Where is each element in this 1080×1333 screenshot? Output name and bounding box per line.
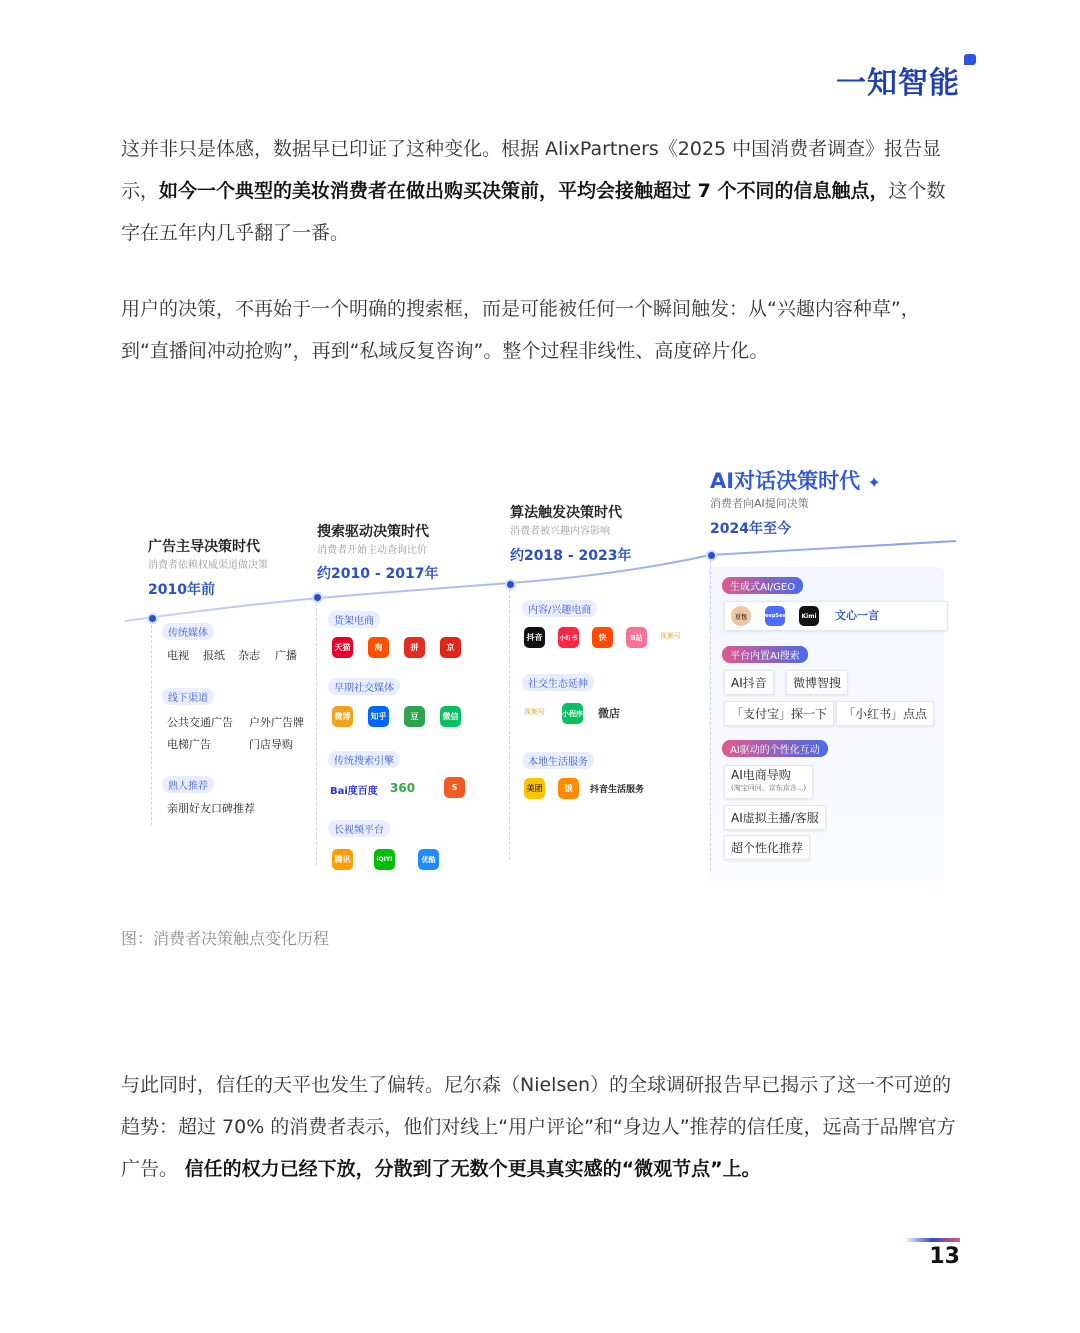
list-item: 杂志 — [238, 649, 260, 662]
360-icon: 360 — [390, 781, 416, 795]
hyper-personalization-box: 超个性化推荐 — [724, 835, 810, 860]
iqiyi-icon: iQIYI — [374, 849, 395, 870]
mini-program-icon: 小程序 — [562, 703, 583, 724]
divider — [509, 590, 510, 860]
timeline-dot — [706, 550, 717, 561]
list-item: 报纸 — [203, 649, 225, 662]
era-1-title: 广告主导决策时代 — [148, 539, 260, 555]
sogou-icon: S — [444, 777, 465, 798]
figure-caption: 图：消费者决策触点变化历程 — [121, 929, 330, 948]
deepseek-icon: DeepSeek — [765, 606, 785, 626]
weibo-search-box: 微博智搜 — [786, 670, 848, 695]
tag-shelf-ecommerce: 货架电商 — [328, 611, 380, 628]
tag-early-social: 早期社交媒体 — [328, 678, 400, 695]
tag-generative-ai: 生成式AI/GEO — [722, 577, 803, 594]
meituan-icon: 美团 — [524, 778, 545, 799]
list-item: 户外广告牌 — [249, 716, 304, 729]
timeline-dot — [147, 613, 158, 624]
list-item: 门店导购 — [249, 738, 293, 751]
tag-platform-ai-search: 平台内置AI搜索 — [722, 646, 808, 663]
era-4-subtitle: 消费者向AI提问决策 — [710, 497, 809, 510]
kuaishou-icon: 快 — [592, 627, 613, 648]
era-2-title: 搜索驱动决策时代 — [317, 524, 429, 540]
paragraph-3-bold: 信任的权力已经下放，分散到了无数个更具真实感的“微观节点”上。 — [178, 1158, 761, 1180]
era-1-years: 2010年前 — [148, 582, 215, 598]
ai-shopping-guide-label: AI电商导购 — [731, 768, 791, 782]
list-item: 亲朋好友口碑推荐 — [167, 802, 255, 815]
tag-social-extension: 社交生态延伸 — [522, 674, 594, 691]
era-2-years: 约2010 - 2017年 — [317, 566, 439, 582]
kimi-icon: Kimi — [799, 606, 819, 626]
bilibili-icon: B站 — [626, 627, 647, 648]
ai-shopping-guide-sub: (淘宝问问、京东京言...) — [731, 784, 807, 792]
paragraph-1-bold: 如今一个典型的美妆消费者在做出购买决策前，平均会接触超过 7 个不同的信息触点， — [159, 180, 889, 202]
era-3-title: 算法触发决策时代 — [510, 505, 622, 521]
ai-virtual-host-box: AI虚拟主播/客服 — [724, 805, 826, 830]
divider — [151, 625, 152, 825]
tag-search-engine: 传统搜索引擎 — [328, 751, 400, 768]
ai-apps-box — [724, 601, 948, 631]
era-2-subtitle: 消费者开始主动查询比价 — [317, 545, 427, 556]
paragraph-3 — [121, 1064, 961, 1190]
ai-shopping-guide-box — [724, 765, 813, 799]
youku-icon: 优酷 — [418, 849, 439, 870]
divider — [316, 603, 317, 865]
decision-touchpoint-figure — [120, 455, 962, 895]
zhihu-icon: 知乎 — [368, 706, 389, 727]
tmall-icon: 天猫 — [332, 637, 353, 658]
eleme-icon: 饿 — [558, 778, 579, 799]
paragraph-1-start: 这并非只是体感，数据早已印证了这种变化。根据 AlixPartners《2025 中国消费者调查》报告显示， — [121, 138, 942, 202]
paragraph-1-end: 这个数字在五年内几乎翻了一番。 — [121, 180, 946, 244]
brand-logo-text: 一知智能 — [836, 66, 960, 101]
page-number: 13 — [929, 1244, 960, 1269]
xiaohongshu-box: 「小红书」点点 — [836, 701, 934, 726]
doubao-icon: 豆包 — [731, 606, 751, 626]
channels-icon: 视频号 — [524, 708, 545, 716]
wechat-icon: 微信 — [440, 706, 461, 727]
douban-icon: 豆 — [404, 706, 425, 727]
tag-traditional-media: 传统媒体 — [162, 623, 214, 640]
douyin-local-icon: 抖音生活服务 — [590, 785, 645, 795]
baidu-icon: Bai度百度 — [330, 786, 378, 797]
weidian-icon: 微店 — [598, 707, 620, 720]
tag-offline-channels: 线下渠道 — [162, 688, 214, 705]
era-1-subtitle: 消费者依赖权威渠道做决策 — [148, 560, 268, 571]
brand-logo — [836, 58, 960, 102]
era-4-title — [710, 465, 881, 495]
paragraph-1 — [121, 128, 961, 254]
channels-icon: 视频号 — [660, 632, 681, 640]
tag-word-of-mouth: 熟人推荐 — [162, 776, 214, 793]
era-4-years: 2024年至今 — [710, 521, 791, 537]
ai-douyin-box: AI抖音 — [724, 670, 774, 695]
timeline-dot — [505, 579, 516, 590]
list-item: 电梯广告 — [167, 738, 211, 751]
douyin-icon: 抖音 — [524, 627, 545, 648]
jd-icon: 京 — [440, 637, 461, 658]
pinduoduo-icon: 拼 — [404, 637, 425, 658]
alipay-box: 「支付宝」探一下 — [724, 701, 834, 726]
footer-accent-bar — [904, 1238, 960, 1242]
xiaohongshu-icon: 小红书 — [558, 627, 579, 648]
tencent-video-icon: 腾讯 — [332, 849, 353, 870]
list-item: 广播 — [275, 649, 297, 662]
era-3-years: 约2018 - 2023年 — [510, 548, 632, 564]
tag-ai-personalization: AI驱动的个性化互动 — [722, 740, 828, 757]
logo-mark-icon — [964, 54, 976, 65]
timeline-dot — [312, 592, 323, 603]
taobao-icon: 淘 — [368, 637, 389, 658]
tag-local-services: 本地生活服务 — [522, 752, 594, 769]
era-4-title-text: AI对话决策时代 — [710, 469, 861, 493]
divider — [710, 561, 711, 871]
paragraph-2: 用户的决策，不再始于一个明确的搜索框，而是可能被任何一个瞬间触发：从“兴趣内容种草”，到“直播间冲动抢购”，再到“私域反复咨询”。整个过程非线性、高度碎片化。 — [121, 298, 920, 362]
paragraph-3-start: 与此同时，信任的天平也发生了偏转。尼尔森（Nielsen）的全球调研报告早已揭示了这一不可逆的趋势：超过 70% 的消费者表示，他们对线上“用户评论”和“身边人”推荐的信任度，远高于品牌官方广告。 — [121, 1074, 956, 1180]
sparkle-icon: ✦ — [867, 473, 881, 492]
tag-long-video: 长视频平台 — [328, 820, 390, 837]
list-item: 电视 — [167, 649, 189, 662]
list-item: 公共交通广告 — [167, 716, 233, 729]
wenxin-icon: 文心一言 — [835, 609, 879, 622]
weibo-icon: 微博 — [332, 706, 353, 727]
tag-content-ecommerce: 内容/兴趣电商 — [522, 600, 597, 617]
era-3-subtitle: 消费者被兴趣内容影响 — [510, 526, 610, 537]
